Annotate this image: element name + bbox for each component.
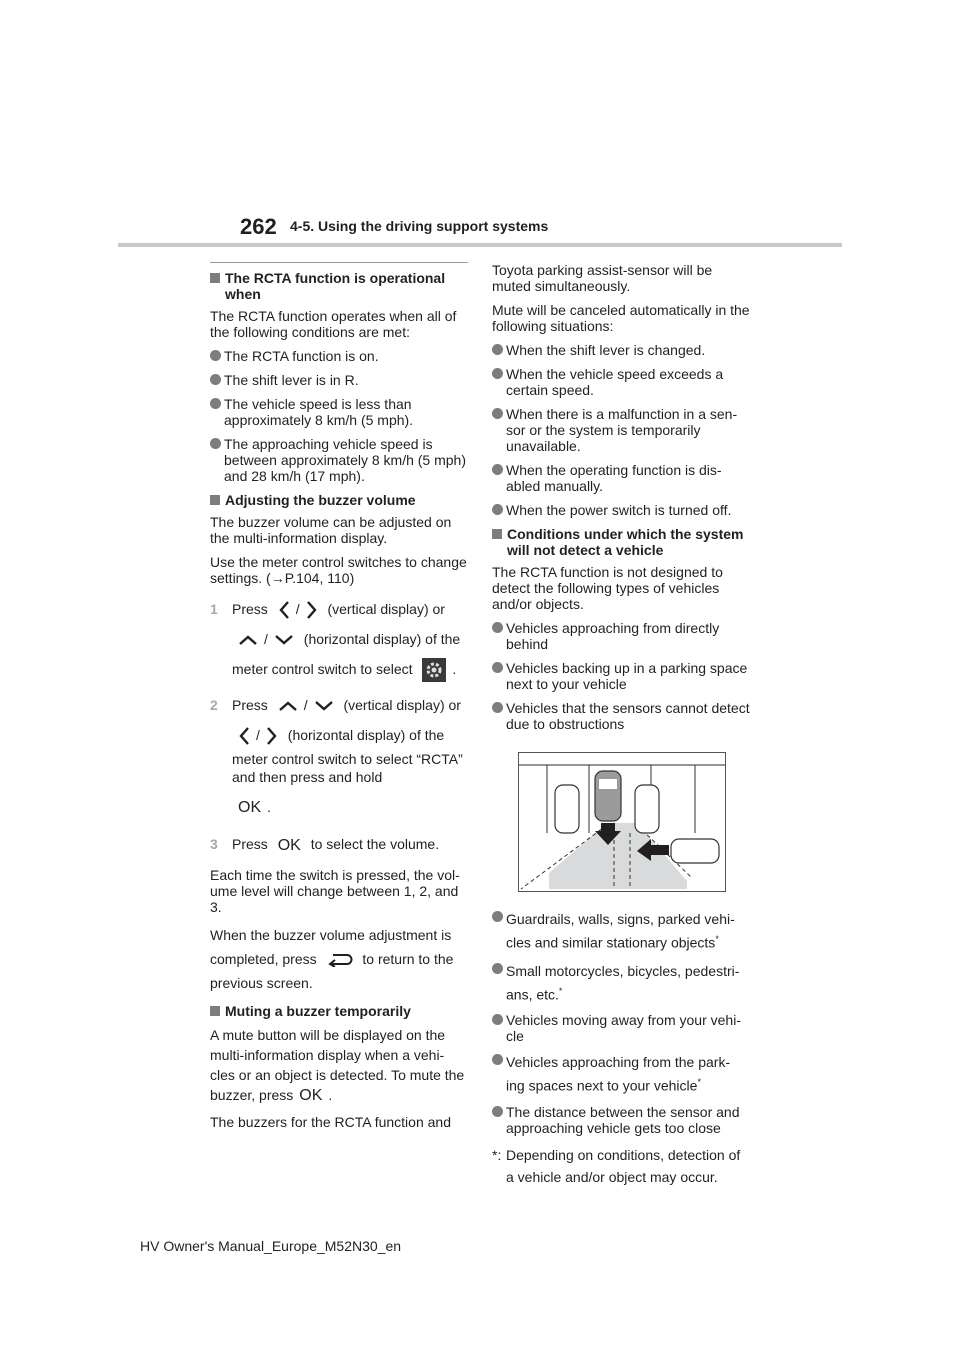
chevron-up-icon [278, 700, 298, 712]
header-rule [118, 243, 842, 247]
paragraph: The RCTA function operates when all of the following conditions are met: [210, 308, 457, 340]
bullet-list [492, 342, 750, 518]
bullet-list [210, 348, 468, 484]
paragraph: When the buzzer volume adjustment is completed, press to return to the previous screen. [210, 926, 454, 991]
list-item: Guardrails, walls, signs, parked vehi- cles and similar stationary objects* [492, 909, 750, 953]
page-header [0, 0, 960, 250]
step-3: 3 Press OK to select the volume. [210, 829, 468, 860]
list-item: The distance between the sensor and approaching vehicle gets too close [492, 1104, 750, 1136]
left-column [210, 262, 468, 1138]
square-bullet-icon [210, 495, 220, 505]
chevron-right-icon [306, 600, 318, 620]
bullet-list [492, 620, 750, 732]
bullet-icon [492, 662, 503, 673]
section-heading: The RCTA function is operational when [210, 262, 468, 302]
list-item: When the power switch is turned off. [492, 502, 750, 518]
paragraph: The buzzers for the RCTA function and [210, 1113, 451, 1130]
chevron-right-icon [266, 726, 278, 746]
section-heading: Muting a buzzer temporarily [210, 1003, 468, 1019]
paragraph: The buzzer volume can be adjusted on the multi-information display. [210, 514, 452, 546]
bullet-icon [210, 398, 221, 409]
step-1: 1 Press / (vertical display) or / (horizontal display) of the meter control switch to select . [210, 594, 468, 684]
chevron-up-icon [238, 634, 258, 646]
chevron-left-icon [278, 600, 290, 620]
paragraph: Toyota parking assist-sensor will be muted simultaneously. [492, 262, 713, 294]
paragraph: Use the meter control switches to change settings. (→P.104, 110) [210, 554, 467, 586]
list-item: Vehicles that the sensors cannot detect due to obstructions [492, 700, 750, 732]
square-bullet-icon [210, 273, 220, 283]
chevron-left-icon [238, 726, 250, 746]
bullet-icon [492, 464, 503, 475]
bullet-icon [492, 911, 503, 922]
right-column [492, 262, 750, 1188]
ok-button-icon: OK [299, 1086, 323, 1104]
ok-button-icon: OK [277, 836, 301, 854]
bullet-icon [492, 622, 503, 633]
list-item: When the vehicle speed exceeds a certain speed. [492, 366, 750, 398]
paragraph: A mute button will be displayed on the multi-information display when a vehi- cles or an object is detected. To mute the buzzer, press OK . [210, 1026, 465, 1104]
list-item: The vehicle speed is less than approximately 8 km/h (5 mph). [210, 396, 468, 428]
list-item: When there is a malfunction in a sen- sor or the system is temporarily unavailable. [492, 406, 750, 454]
bullet-icon [492, 344, 503, 355]
bullet-icon [492, 702, 503, 713]
list-item: Small motorcycles, bicycles, pedestri- ans, etc.* [492, 961, 750, 1005]
square-bullet-icon [210, 1006, 220, 1016]
list-item: Vehicles approaching from the park- ing spaces next to your vehicle* [492, 1052, 750, 1096]
bullet-icon [492, 368, 503, 379]
bullet-icon [492, 408, 503, 419]
paragraph: The RCTA function is not designed to detect the following types of vehicles and/or objects. [492, 564, 723, 612]
list-item: When the shift lever is changed. [492, 342, 750, 358]
gear-icon [422, 658, 446, 682]
list-item: When the operating function is dis- abled manually. [492, 462, 750, 494]
footnote: *: Depending on conditions, detection of a vehicle and/or object may occur. [492, 1146, 741, 1185]
bullet-icon [492, 1014, 503, 1025]
bullet-icon [210, 374, 221, 385]
bullet-icon [492, 1106, 503, 1117]
list-item: The approaching vehicle speed is between approximately 8 km/h (5 mph) and 28 km/h (17 mph). [210, 436, 468, 484]
step-2: 2 Press / (vertical display) or / (horizontal display) of the meter control switch to select “RCTA” and then press and hold OK . [210, 690, 468, 823]
chevron-down-icon [274, 634, 294, 646]
back-icon [327, 953, 353, 967]
bullet-icon [210, 438, 221, 449]
list-item: Vehicles backing up in a parking space next to your vehicle [492, 660, 750, 692]
section-heading: Adjusting the buzzer volume [210, 492, 468, 508]
paragraph: Mute will be canceled automatically in the following situations: [492, 302, 750, 334]
rcta-obstruction-illustration [518, 752, 726, 892]
square-bullet-icon [492, 529, 502, 539]
list-item: Vehicles moving away from your vehi- cle [492, 1012, 750, 1044]
bullet-icon [210, 350, 221, 361]
chapter-title: 4-5. Using the driving support systems [290, 218, 549, 234]
footer-text: HV Owner's Manual_Europe_M52N30_en [140, 1238, 402, 1254]
ok-button-icon: OK [238, 799, 262, 817]
bullet-list [492, 909, 750, 1136]
list-item: The shift lever is in R. [210, 372, 468, 388]
bullet-icon [492, 963, 503, 974]
list-item: The RCTA function is on. [210, 348, 468, 364]
bullet-icon [492, 1054, 503, 1065]
section-heading: Conditions under which the system will not detect a vehicle [492, 526, 750, 558]
page-number: 262 [240, 214, 277, 239]
paragraph: Each time the switch is pressed, the vol- ume level will change between 1, 2, and 3. [210, 866, 460, 915]
list-item: Vehicles approaching from directly behind [492, 620, 750, 652]
bullet-icon [492, 504, 503, 515]
chevron-down-icon [314, 700, 334, 712]
